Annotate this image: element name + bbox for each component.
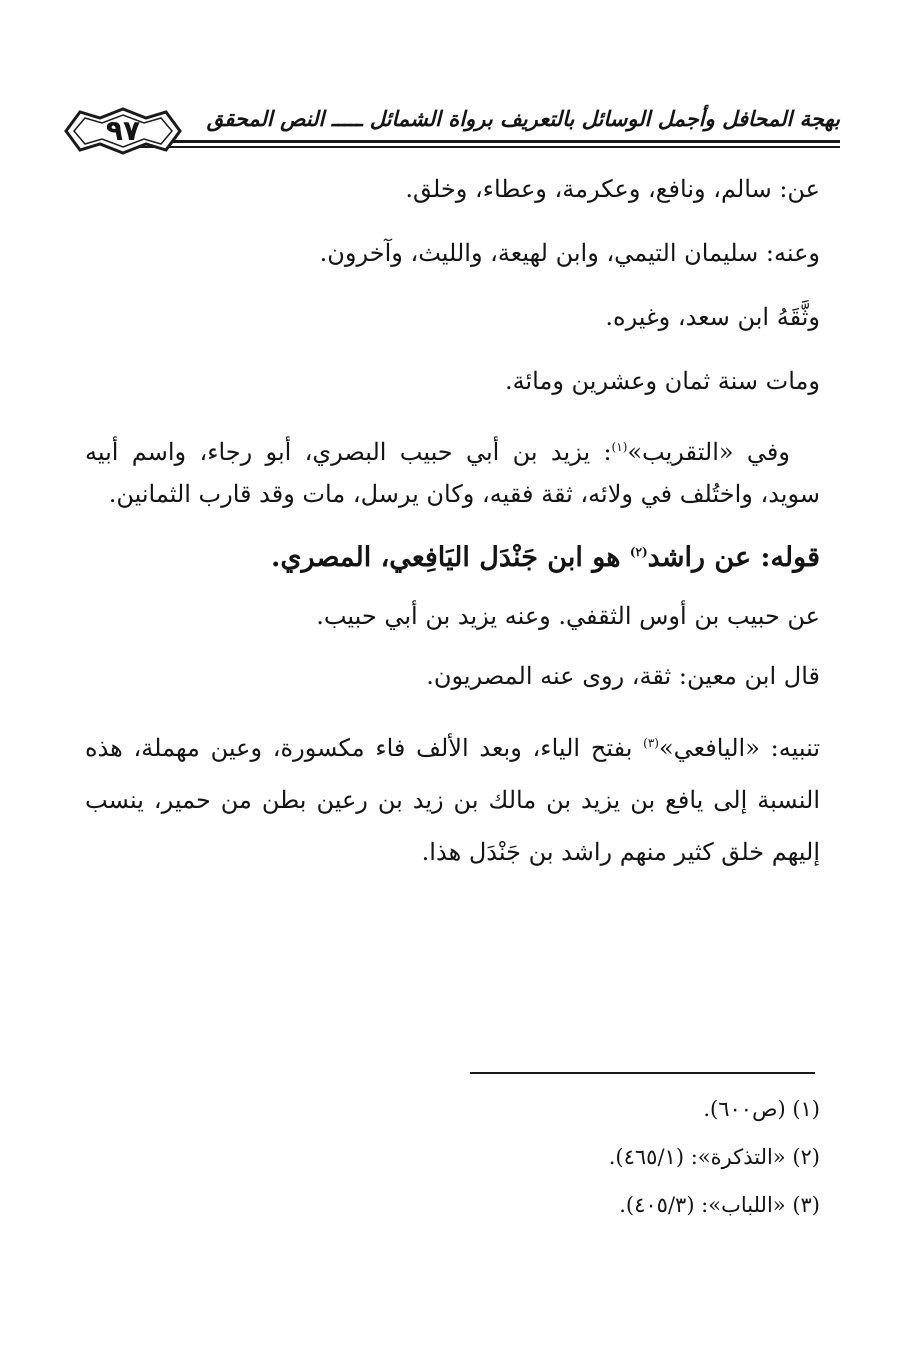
footnote-ref: (٢) — [629, 545, 648, 559]
text-run: قوله: عن راشد — [647, 542, 820, 573]
footnote-separator — [470, 1072, 815, 1074]
footnotes — [85, 1085, 820, 1229]
heading-paragraph — [85, 533, 820, 577]
footnote-ref: (١) — [611, 440, 628, 454]
header-rule-thin — [120, 146, 840, 148]
footnote: (٣) «اللباب»: (٤٠٥/٣). — [619, 1193, 820, 1217]
paragraph — [85, 717, 820, 878]
text-run: وفي «التقريب» — [627, 438, 790, 466]
footnote: (١) (ص٦٠٠). — [703, 1097, 820, 1121]
text-run: : يزيد بن أبي حبيب البصري، أبو رجاء، واسم أبيه سويد، واختُلف في ولائه، ثقة فقيه، وكان يرسل، مات وقد قارب الثمانين. — [85, 438, 820, 508]
paragraph: عن حبيب بن أوس الثقفي. وعنه يزيد بن أبي حبيب. — [316, 602, 820, 630]
page-header — [40, 100, 840, 160]
paragraph: وثَّقَهُ ابن سعد، وغيره. — [605, 303, 820, 331]
text-run: تنبيه: «اليافعي» — [658, 734, 820, 762]
paragraph — [85, 426, 820, 515]
running-title: بهجة المحافل وأجمل الوسائل بالتعريف برواة الشمائل ـــــ النص المحقق — [206, 106, 840, 131]
paragraph: وعنه: سليمان التيمي، وابن لهيعة، والليث، وآخرون. — [319, 239, 820, 267]
paragraph: عن: سالم، ونافع، وعكرمة، وعطاء، وخلق. — [405, 175, 820, 203]
footnote: (٢) «التذكرة»: (٤٦٥/١). — [608, 1145, 820, 1169]
paragraph: ومات سنة ثمان وعشرين ومائة. — [504, 367, 820, 395]
text-run: بفتح الياء، وبعد الألف فاء مكسورة، وعين مهملة، هذه النسبة إلى يافع بن يزيد بن مالك بن زيد بن رعين بطن من حمير، ينسب إليهم خلق كثير منهم راشد بن جَنْدَل هذا. — [85, 734, 820, 866]
main-text — [85, 170, 820, 878]
footnote-ref: (٣) — [643, 736, 659, 750]
page-number: ٩٧ — [105, 114, 141, 147]
paragraph: قال ابن معين: ثقة، روى عنه المصريون. — [426, 662, 820, 690]
header-rule — [120, 140, 840, 143]
page-number-badge — [58, 106, 188, 156]
text-run: هو ابن جَنْدَل اليَافِعي، المصري. — [271, 542, 630, 573]
